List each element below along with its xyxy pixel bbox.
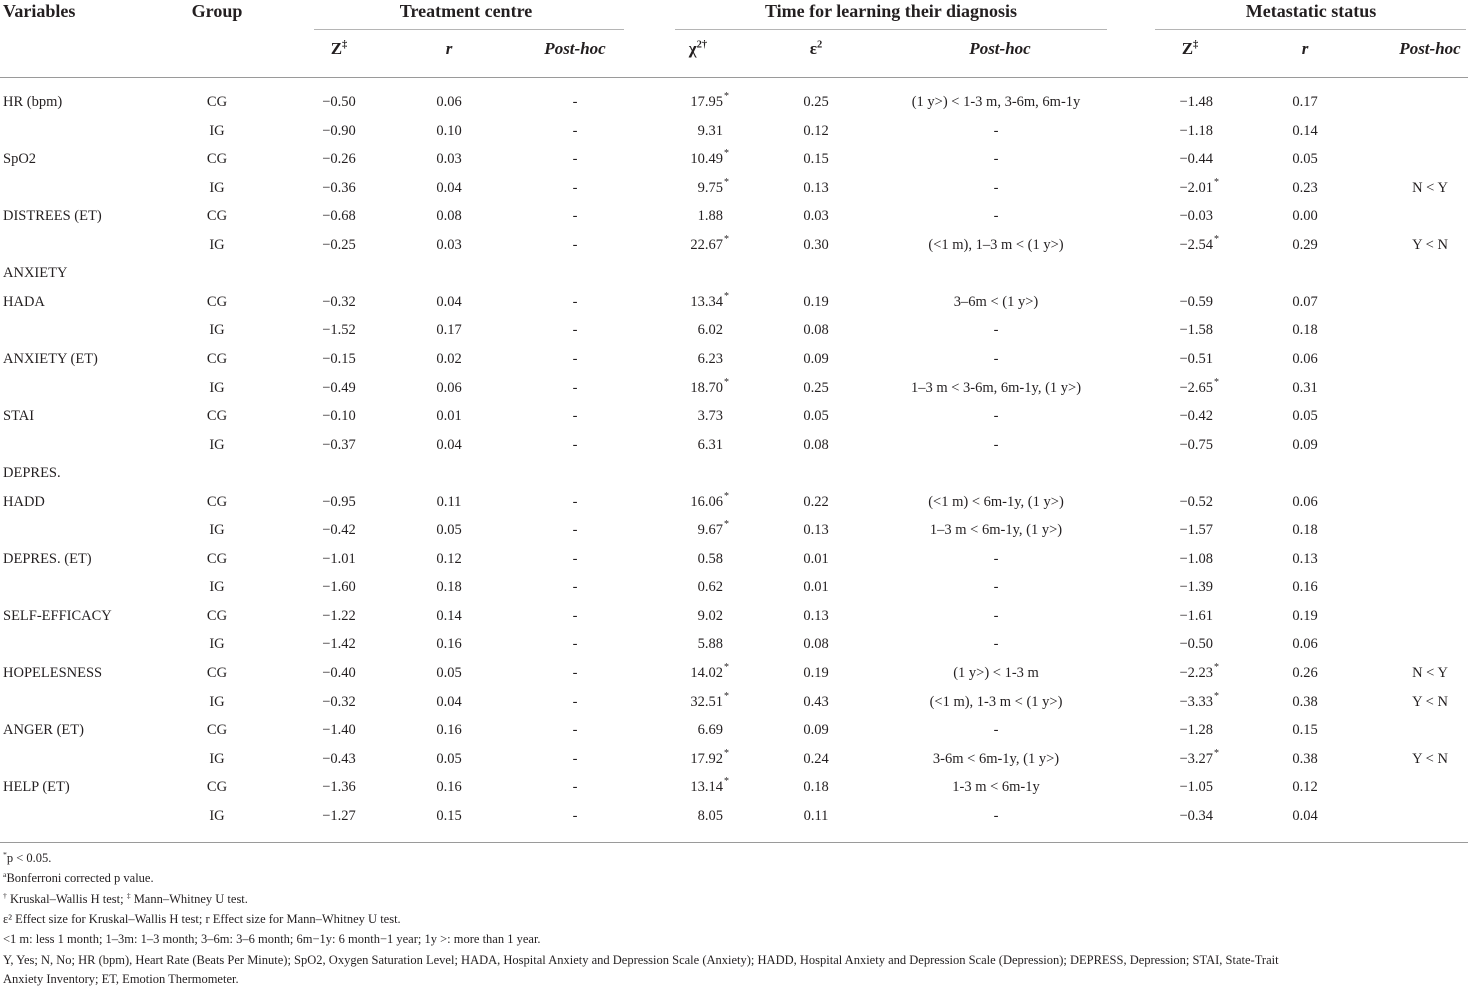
cell-tl-ph: 3-6m < 6m-1y, (1 y>) — [932, 750, 1060, 767]
cell-group: CG — [206, 208, 228, 225]
cell-tc-ph: - — [572, 94, 578, 110]
cell-chi: 6.31 — [697, 436, 723, 453]
cell-ms-z: −0.42 — [1179, 408, 1213, 425]
cell-ms-ph: Y < N — [1412, 236, 1448, 253]
cell-ms-z: −1.57 — [1179, 522, 1213, 539]
cell-variable: SELF-EFFICACY — [3, 607, 112, 624]
cell-group: IG — [209, 693, 225, 710]
cell-ms-r: 0.16 — [1292, 579, 1318, 596]
cell-ms-r: 0.17 — [1292, 94, 1318, 110]
footnote-text: p < 0.05. — [6, 851, 52, 865]
cell-eps: 0.09 — [803, 722, 829, 739]
significance-mark: * — [724, 148, 729, 160]
cell-tl-ph: (<1 m), 1–3 m < (1 y>) — [928, 236, 1064, 253]
cell-ms-r: 0.05 — [1292, 408, 1318, 425]
cell-eps: 0.22 — [803, 493, 829, 510]
cell-tc-r: 0.04 — [436, 436, 462, 453]
cell-tc-r: 0.15 — [436, 807, 462, 824]
cell-ms-z: −0.44 — [1179, 151, 1213, 168]
cell-group: IG — [209, 522, 225, 539]
cell-eps: 0.13 — [803, 179, 829, 196]
cell-ms-ph: N < Y — [1412, 665, 1448, 681]
cell-chi: 6.69 — [697, 722, 723, 739]
cell-eps: 0.18 — [803, 779, 829, 796]
cell-variable: HELP (ET) — [3, 779, 70, 796]
cell-ms-z: −0.34 — [1179, 807, 1213, 824]
subheader-tc-posthoc: Post-hoc — [544, 39, 606, 58]
cell-tl-ph: - — [993, 122, 999, 139]
cell-tc-ph: - — [572, 493, 578, 510]
cell-ms-z: −1.18 — [1179, 122, 1213, 139]
cell-chi: 9.75 — [697, 179, 723, 196]
cell-tc-ph: - — [572, 151, 578, 168]
cell-tc-r: 0.08 — [436, 208, 462, 225]
significance-mark: * — [724, 690, 729, 702]
footnote-text: ε² Effect size for Kruskal–Wallis H test; r Effect size for Mann–Whitney U test. — [3, 912, 401, 926]
cell-chi: 13.14 — [690, 779, 723, 796]
cell-ms-r: 0.13 — [1292, 550, 1318, 567]
cell-tl-ph: (1 y>) < 1-3 m, 3-6m, 6m-1y — [911, 94, 1081, 110]
cell-ms-z: −0.50 — [1179, 636, 1213, 653]
cell-ms-z: −0.75 — [1179, 436, 1213, 453]
cell-group: IG — [209, 750, 225, 767]
cell-tc-z: −0.32 — [322, 293, 356, 310]
cell-tl-ph: - — [993, 579, 999, 596]
cell-tc-ph: - — [572, 693, 578, 710]
cell-tc-ph: - — [572, 322, 578, 339]
cell-group: IG — [209, 322, 225, 339]
cell-tc-r: 0.01 — [436, 408, 462, 425]
footnote-mark: † — [3, 890, 7, 900]
cell-tc-z: −0.68 — [322, 208, 356, 225]
cell-tc-r: 0.04 — [436, 179, 462, 196]
cell-ms-r: 0.31 — [1292, 379, 1318, 396]
footnote-text: <1 m: less 1 month; 1–3m: 1–3 month; 3–6m: 3–6 month; 6m−1y: 6 month−1 year; 1y >: more than 1 year. — [3, 932, 541, 946]
cell-ms-z: −1.05 — [1179, 779, 1213, 796]
cell-tc-z: −0.90 — [322, 122, 356, 139]
cell-eps: 0.43 — [803, 693, 829, 710]
subheader-ms-posthoc: Post-hoc — [1399, 39, 1461, 58]
footnote-line — [3, 849, 52, 865]
cell-ms-z: −1.28 — [1179, 722, 1213, 739]
cell-ms-z: −1.08 — [1179, 550, 1213, 567]
metastatic-span-rule — [1155, 29, 1466, 30]
cell-ms-r: 0.23 — [1292, 179, 1318, 196]
cell-eps: 0.11 — [803, 807, 829, 824]
significance-mark: * — [1214, 233, 1219, 245]
footnote-text: Mann–Whitney U test. — [130, 892, 248, 906]
footnote-line — [3, 913, 401, 926]
cell-tc-z: −1.27 — [322, 807, 356, 824]
footnote-line — [3, 869, 154, 885]
cell-group: CG — [206, 550, 228, 567]
cell-ms-z: −1.61 — [1179, 607, 1213, 624]
cell-chi: 22.67 — [690, 236, 723, 253]
cell-tc-r: 0.14 — [436, 607, 462, 624]
subheader-tl-epsilon: $\varepsilon^2$ — [809, 39, 823, 58]
cell-ms-z: −2.54 — [1179, 236, 1213, 253]
cell-tc-r: 0.06 — [436, 94, 462, 110]
cell-chi: 9.02 — [697, 607, 723, 624]
cell-group: CG — [206, 350, 228, 367]
cell-tc-z: −0.37 — [322, 436, 356, 453]
cell-tc-z: −0.43 — [322, 750, 356, 767]
cell-chi: 14.02 — [690, 665, 723, 681]
cell-ms-r: 0.06 — [1292, 493, 1318, 510]
cell-ms-r: 0.09 — [1292, 436, 1318, 453]
cell-group: IG — [209, 636, 225, 653]
subheader-tl-posthoc: Post-hoc — [969, 39, 1031, 58]
cell-chi: 3.73 — [697, 408, 723, 425]
cell-eps: 0.19 — [803, 665, 829, 681]
header-variables: Variables — [3, 1, 76, 21]
cell-ms-r: 0.38 — [1292, 750, 1318, 767]
cell-tl-ph: - — [993, 179, 999, 196]
cell-chi: 6.02 — [697, 322, 723, 339]
cell-tc-z: −0.15 — [322, 350, 356, 367]
cell-tc-r: 0.04 — [436, 293, 462, 310]
cell-variable: HADA — [3, 293, 45, 310]
cell-ms-z: −2.01 — [1179, 179, 1213, 196]
cell-tl-ph: (<1 m) < 6m-1y, (1 y>) — [928, 493, 1064, 510]
subheader-tc-r: r — [445, 39, 453, 58]
cell-variable: DISTREES (ET) — [3, 208, 102, 225]
cell-tc-z: −1.60 — [322, 579, 356, 596]
significance-mark: * — [724, 662, 729, 673]
cell-eps: 0.30 — [803, 236, 829, 253]
header-time-learning: Time for learning their diagnosis — [764, 1, 1018, 21]
cell-chi: 18.70 — [690, 379, 723, 396]
footnote-text: Y, Yes; N, No; HR (bpm), Heart Rate (Beats Per Minute); SpO2, Oxygen Saturation Level; HADA, Hospital Anxiety and Depression Scale (Anxiety); HADD, Hospital Anxiety and Depression Scale (Depression); DEPRESS, Depression; STAI, State-Trait — [3, 953, 1279, 967]
cell-tc-z: −1.22 — [322, 607, 356, 624]
cell-tl-ph: - — [993, 408, 999, 425]
cell-variable: DEPRES. (ET) — [3, 550, 92, 567]
significance-mark: * — [724, 376, 729, 388]
cell-tl-ph: - — [993, 322, 999, 339]
cell-ms-r: 0.07 — [1292, 293, 1318, 310]
significance-mark: * — [724, 519, 729, 531]
cell-tl-ph: - — [993, 722, 999, 739]
cell-tl-ph: 3–6m < (1 y>) — [953, 293, 1039, 310]
cell-eps: 0.05 — [803, 408, 829, 425]
cell-group: IG — [209, 379, 225, 396]
cell-ms-z: −1.39 — [1179, 579, 1213, 596]
cell-tc-r: 0.11 — [436, 493, 462, 510]
header-group: Group — [191, 1, 243, 21]
cell-chi: 9.31 — [697, 122, 723, 139]
cell-eps: 0.13 — [803, 522, 829, 539]
cell-chi: 0.58 — [697, 550, 723, 567]
cell-variable: STAI — [3, 408, 35, 425]
cell-ms-ph: Y < N — [1412, 693, 1448, 710]
cell-tc-r: 0.05 — [436, 522, 462, 539]
cell-tc-ph: - — [572, 379, 578, 396]
footnote-mark: ‡ — [126, 890, 131, 900]
cell-ms-r: 0.14 — [1292, 122, 1318, 139]
cell-variable: ANXIETY (ET) — [3, 350, 98, 367]
cell-ms-z: −2.23 — [1179, 665, 1213, 681]
cell-ms-r: 0.05 — [1292, 151, 1318, 168]
cell-group: CG — [206, 607, 228, 624]
subheader-tc-z: Z‡ — [330, 39, 348, 58]
cell-tc-r: 0.05 — [436, 665, 462, 681]
significance-mark: * — [1214, 376, 1219, 388]
cell-tc-z: −1.36 — [322, 779, 356, 796]
footnote-line — [3, 890, 248, 906]
cell-variable: HOPELESNESS — [3, 665, 103, 681]
cell-ms-r: 0.12 — [1292, 779, 1318, 796]
cell-tc-r: 0.02 — [436, 350, 462, 367]
cell-tc-ph: - — [572, 350, 578, 367]
cell-chi: 6.23 — [697, 350, 723, 367]
cell-group: CG — [206, 293, 228, 310]
header-treatment-centre: Treatment centre — [399, 1, 533, 21]
cell-tc-z: −0.50 — [322, 94, 356, 110]
cell-tc-ph: - — [572, 750, 578, 767]
cell-group: IG — [209, 122, 225, 139]
cell-eps: 0.08 — [803, 436, 829, 453]
table-bottom-rule — [0, 842, 1468, 843]
significance-mark: * — [724, 91, 729, 102]
cell-tc-r: 0.05 — [436, 750, 462, 767]
subheader-ms-z: Z‡ — [1181, 39, 1199, 58]
cell-eps: 0.19 — [803, 293, 829, 310]
cell-tl-ph: (1 y>) < 1-3 m — [953, 665, 1039, 681]
cell-tl-ph: - — [993, 550, 999, 567]
cell-chi: 5.88 — [697, 636, 723, 653]
significance-mark: * — [1214, 747, 1219, 759]
cell-variable: HADD — [3, 493, 45, 510]
cell-tl-ph: - — [993, 607, 999, 624]
cell-tl-ph: - — [993, 151, 999, 168]
cell-tc-ph: - — [572, 522, 578, 539]
significance-mark: * — [1214, 662, 1219, 673]
cell-tc-r: 0.18 — [436, 579, 462, 596]
cell-tc-ph: - — [572, 579, 578, 596]
significance-mark: * — [1214, 690, 1219, 702]
cell-tc-z: −0.40 — [322, 665, 356, 681]
treatment-centre-span-rule — [314, 29, 624, 30]
cell-ms-r: 0.19 — [1292, 607, 1318, 624]
cell-tc-z: −0.32 — [322, 693, 356, 710]
cell-tl-ph: 1-3 m < 6m-1y — [952, 779, 1040, 796]
cell-ms-z: −1.48 — [1179, 94, 1213, 110]
cell-tl-ph: - — [993, 636, 999, 653]
cell-tc-ph: - — [572, 293, 578, 310]
cell-ms-ph: N < Y — [1412, 179, 1448, 196]
cell-ms-r: 0.26 — [1292, 665, 1318, 681]
header-bottom-rule — [0, 77, 1468, 78]
cell-group: CG — [206, 94, 228, 110]
cell-ms-r: 0.06 — [1292, 350, 1318, 367]
cell-ms-r: 0.00 — [1292, 208, 1318, 225]
cell-ms-z: −0.59 — [1179, 293, 1213, 310]
cell-ms-r: 0.18 — [1292, 522, 1318, 539]
footnote-line — [3, 933, 541, 946]
cell-group: IG — [209, 236, 225, 253]
significance-mark: * — [724, 290, 729, 302]
subheader-tl-chi: $\chi^{2\dagger}$ — [688, 39, 708, 58]
footnote-line — [3, 973, 239, 986]
cell-ms-z: −0.03 — [1179, 208, 1213, 225]
significance-mark: * — [724, 747, 729, 759]
cell-ms-r: 0.15 — [1292, 722, 1318, 739]
cell-chi: 10.49 — [690, 151, 723, 168]
cell-ms-z: −1.58 — [1179, 322, 1213, 339]
cell-chi: 9.67 — [697, 522, 723, 539]
cell-group: CG — [206, 151, 228, 168]
footnote-mark: * — [3, 849, 7, 859]
cell-tc-ph: - — [572, 636, 578, 653]
cell-tc-r: 0.16 — [436, 779, 462, 796]
cell-tl-ph: - — [993, 436, 999, 453]
cell-tc-r: 0.03 — [436, 151, 462, 168]
cell-eps: 0.09 — [803, 350, 829, 367]
cell-chi: 13.34 — [690, 293, 723, 310]
cell-tc-r: 0.06 — [436, 379, 462, 396]
cell-tc-ph: - — [572, 208, 578, 225]
significance-mark: * — [724, 233, 729, 245]
subheader-ms-r: r — [1301, 39, 1309, 58]
header-metastatic-status: Metastatic status — [1245, 1, 1377, 21]
cell-tc-ph: - — [572, 807, 578, 824]
cell-group: IG — [209, 179, 225, 196]
cell-tc-ph: - — [572, 665, 578, 681]
significance-mark: * — [724, 176, 729, 188]
cell-tc-ph: - — [572, 122, 578, 139]
cell-tc-ph: - — [572, 179, 578, 196]
cell-ms-r: 0.04 — [1292, 807, 1318, 824]
cell-group: IG — [209, 579, 225, 596]
cell-tc-r: 0.10 — [436, 122, 462, 139]
cell-tc-z: −0.36 — [322, 179, 356, 196]
cell-tl-ph: (<1 m), 1-3 m < (1 y>) — [929, 693, 1063, 710]
cell-chi: 0.62 — [697, 579, 723, 596]
cell-tc-ph: - — [572, 236, 578, 253]
cell-tc-z: −0.10 — [322, 408, 356, 425]
cell-tc-ph: - — [572, 607, 578, 624]
cell-tc-r: 0.04 — [436, 693, 462, 710]
cell-tc-ph: - — [572, 722, 578, 739]
cell-ms-ph: Y < N — [1412, 750, 1448, 767]
cell-ms-z: −0.51 — [1179, 350, 1213, 367]
footnote-mark: a — [3, 869, 7, 879]
cell-chi: 17.95 — [690, 94, 723, 110]
cell-group: CG — [206, 779, 228, 796]
cell-tl-ph: 1–3 m < 3-6m, 6m-1y, (1 y>) — [910, 379, 1082, 396]
cell-eps: 0.25 — [803, 94, 829, 110]
significance-mark: * — [724, 776, 729, 788]
cell-variable: DEPRES. — [3, 465, 61, 482]
cell-chi: 17.92 — [690, 750, 723, 767]
cell-ms-r: 0.06 — [1292, 636, 1318, 653]
cell-tc-r: 0.03 — [436, 236, 462, 253]
cell-group: CG — [206, 722, 228, 739]
cell-variable: ANXIETY — [3, 265, 68, 282]
cell-tc-ph: - — [572, 436, 578, 453]
cell-eps: 0.08 — [803, 322, 829, 339]
cell-ms-z: −0.52 — [1179, 493, 1213, 510]
time-learning-span-rule — [675, 29, 1107, 30]
cell-eps: 0.13 — [803, 607, 829, 624]
cell-tc-z: −1.52 — [322, 322, 356, 339]
cell-tc-ph: - — [572, 779, 578, 796]
footnote-text: Anxiety Inventory; ET, Emotion Thermometer. — [3, 972, 239, 986]
cell-eps: 0.01 — [803, 579, 829, 596]
cell-variable: ANGER (ET) — [3, 722, 84, 739]
cell-group: CG — [206, 408, 228, 425]
cell-ms-r: 0.38 — [1292, 693, 1318, 710]
cell-tc-z: −1.42 — [322, 636, 356, 653]
cell-ms-r: 0.29 — [1292, 236, 1318, 253]
cell-tc-z: −0.42 — [322, 522, 356, 539]
cell-tc-z: −0.25 — [322, 236, 356, 253]
footnote-text: Bonferroni corrected p value. — [6, 871, 154, 885]
cell-ms-z: −2.65 — [1179, 379, 1213, 396]
significance-mark: * — [1214, 176, 1219, 188]
cell-chi: 8.05 — [697, 807, 723, 824]
cell-eps: 0.08 — [803, 636, 829, 653]
cell-ms-z: −3.33 — [1179, 693, 1213, 710]
cell-tc-z: −1.40 — [322, 722, 356, 739]
cell-group: CG — [206, 665, 228, 681]
cell-eps: 0.15 — [803, 151, 829, 168]
cell-eps: 0.12 — [803, 122, 829, 139]
cell-tl-ph: - — [993, 807, 999, 824]
cell-tl-ph: - — [993, 350, 999, 367]
cell-tc-ph: - — [572, 408, 578, 425]
footnote-text: Kruskal–Wallis H test; — [6, 892, 127, 906]
cell-tc-r: 0.12 — [436, 550, 462, 567]
significance-mark: * — [724, 490, 729, 502]
cell-ms-r: 0.18 — [1292, 322, 1318, 339]
cell-chi: 1.88 — [697, 208, 723, 225]
cell-tc-z: −1.01 — [322, 550, 356, 567]
cell-tc-r: 0.16 — [436, 722, 462, 739]
cell-group: IG — [209, 807, 225, 824]
cell-tc-r: 0.16 — [436, 636, 462, 653]
cell-tc-z: −0.49 — [322, 379, 356, 396]
cell-tl-ph: - — [993, 208, 999, 225]
cell-group: CG — [206, 493, 228, 510]
cell-eps: 0.25 — [803, 379, 829, 396]
cell-eps: 0.24 — [803, 750, 829, 767]
cell-ms-z: −3.27 — [1179, 750, 1213, 767]
footnote-line — [3, 954, 1279, 967]
cell-eps: 0.01 — [803, 550, 829, 567]
cell-tl-ph: 1–3 m < 6m-1y, (1 y>) — [929, 522, 1063, 539]
cell-chi: 32.51 — [690, 693, 723, 710]
cell-tc-z: −0.95 — [322, 493, 356, 510]
cell-tc-z: −0.26 — [322, 151, 356, 168]
cell-eps: 0.03 — [803, 208, 829, 225]
cell-tc-ph: - — [572, 550, 578, 567]
cell-chi: 16.06 — [690, 493, 723, 510]
cell-variable: SpO2 — [3, 151, 37, 168]
cell-variable: HR (bpm) — [3, 94, 63, 110]
cell-tc-r: 0.17 — [436, 322, 462, 339]
cell-group: IG — [209, 436, 225, 453]
